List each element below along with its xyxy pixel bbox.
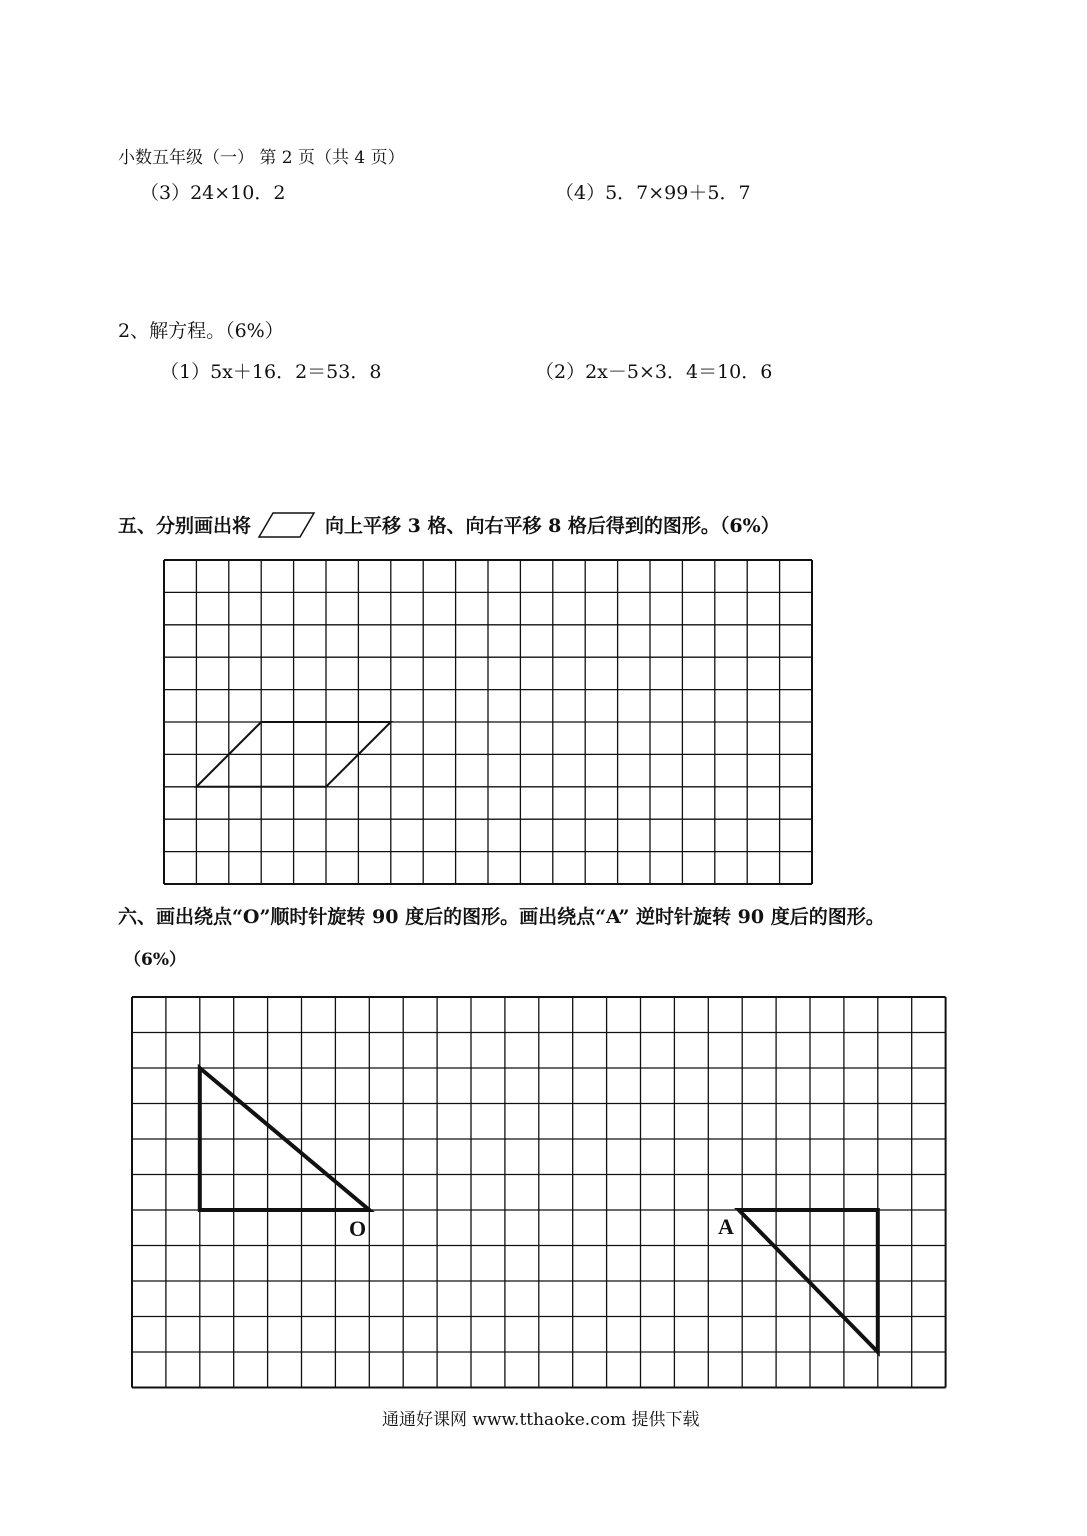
section6-title: 六、画出绕点“O”顺时针旋转 90 度后的图形。画出绕点“A” 逆时针旋转 90 度后的图形。 (118, 906, 885, 928)
point-a-label: A (718, 1214, 734, 1239)
page-header: 小数五年级（一） 第 2 页（共 4 页） (118, 148, 405, 168)
problem-4: （4）5．7×99＋5．7 (555, 182, 751, 204)
problem-3: （3）24×10．2 (140, 182, 286, 204)
section5-title-after: 向上平移 3 格、向右平移 8 格后得到的图形。（6%） (325, 515, 780, 537)
section5-title-before: 五、分别画出将 (118, 515, 252, 537)
rotation-grid (132, 997, 952, 1397)
translation-grid (164, 560, 824, 900)
page-footer: 通通好课网 www.tthaoke.com 提供下载 (382, 1410, 700, 1430)
equation-section-title: 2、解方程。（6%） (118, 320, 284, 342)
parallelogram-icon (259, 512, 315, 542)
equation-2: （2）2x－5×3．4＝10．6 (535, 361, 773, 383)
section6-score: （6%） (124, 950, 186, 970)
section5-title (118, 512, 780, 542)
point-o-label: O (349, 1216, 367, 1241)
equation-1: （1）5x＋16．2＝53．8 (160, 361, 382, 383)
